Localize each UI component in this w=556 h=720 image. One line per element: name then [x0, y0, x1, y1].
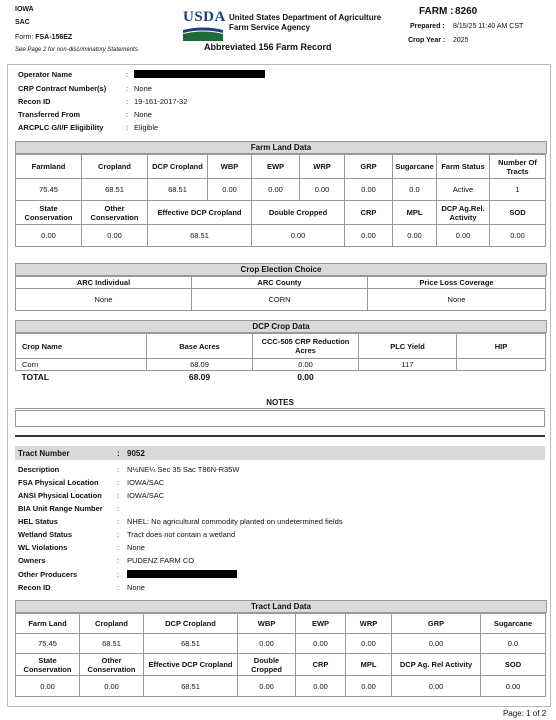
- col-header: DCP Cropland: [148, 155, 208, 179]
- total-cell: [359, 371, 457, 384]
- table-cell: None: [368, 289, 546, 311]
- total-cell: 0.00: [297, 372, 314, 383]
- table-cell: 0.00: [296, 634, 346, 654]
- ansi-location-label: ANSI Physical Location: [18, 491, 102, 500]
- col-header: State Conservation: [16, 201, 82, 225]
- recon-id-label: Recon ID: [18, 97, 51, 106]
- tract-number-label: Tract Number: [18, 449, 70, 458]
- col-header: WBP: [238, 614, 296, 634]
- col-header: EWP: [252, 155, 300, 179]
- col-header: Other Conservation: [80, 654, 144, 676]
- notes-title: NOTES: [266, 398, 294, 407]
- transferred-from-label: Transferred From: [18, 110, 81, 119]
- col-header: EWP: [296, 614, 346, 634]
- crp-contract-value: None: [134, 84, 152, 93]
- table-cell: 0.00: [252, 179, 300, 201]
- wl-violations-value: None: [127, 543, 145, 552]
- table-cell: 0.00: [392, 634, 481, 654]
- col-header: State Conservation: [16, 654, 80, 676]
- col-header: SOD: [481, 654, 546, 676]
- transferred-from-value: None: [134, 110, 152, 119]
- county-name: SAC: [15, 19, 30, 26]
- arcplc-label: ARCPLC G/I/F Eligibility: [18, 123, 104, 132]
- wetland-status-value: Tract does not contain a wetland: [127, 530, 236, 539]
- page-number: Page: 1 of 2: [503, 709, 547, 718]
- recon-id-label: Recon ID: [18, 583, 51, 592]
- col-header: Price Loss Coverage: [368, 277, 546, 289]
- tract-number-value: 9052: [127, 449, 145, 458]
- wl-violations-label: WL Violations: [18, 543, 68, 552]
- total-cell: 68.09: [188, 372, 211, 383]
- farm-land-title: Farm Land Data: [15, 141, 547, 154]
- col-header: Other Conservation: [82, 201, 148, 225]
- col-header: Effective DCP Cropland: [144, 654, 238, 676]
- tract-number-bar: [15, 446, 545, 460]
- col-header: SOD: [490, 201, 546, 225]
- prepared-label: Prepared :: [410, 23, 445, 30]
- tract-recon-id-value: None: [127, 583, 145, 592]
- arcplc-value: Eligible: [134, 123, 159, 132]
- owners-value: PUDENZ FARM CO: [127, 556, 195, 565]
- colon: :: [117, 449, 120, 458]
- col-header: MPL: [393, 201, 437, 225]
- col-header: PLC Yield: [359, 334, 457, 359]
- col-header: DCP Cropland: [144, 614, 238, 634]
- usda-logo: [183, 9, 226, 44]
- description-value: N½NE¼ Sec 35 Sac T86N-R35W: [127, 465, 240, 474]
- table-cell: 0.00: [238, 676, 296, 697]
- table-cell: 117: [359, 359, 457, 371]
- fsa-location-label: FSA Physical Location: [18, 478, 99, 487]
- colon: :: [117, 478, 120, 487]
- col-header: DCP Ag.Rel. Activity: [437, 201, 490, 225]
- table-cell: 0.00: [392, 676, 481, 697]
- table-header-row: [16, 614, 546, 634]
- table-header-row: [16, 155, 546, 179]
- colon: :: [126, 123, 129, 132]
- table-header-row: [16, 201, 546, 225]
- form-id: FSA-156EZ: [35, 34, 73, 41]
- tract-land-table: [15, 613, 546, 697]
- table-cell: 0.00: [345, 179, 393, 201]
- form-label: Form:: [15, 34, 34, 41]
- section-divider: [15, 435, 545, 437]
- table-cell: [457, 359, 546, 371]
- colon: :: [117, 491, 120, 500]
- table-cell: 0.00: [253, 359, 359, 371]
- recon-id-value: 19-161-2017-32: [134, 97, 188, 106]
- col-header: WRP: [300, 155, 345, 179]
- table-cell: Active: [437, 179, 490, 201]
- col-header: Crop Name: [16, 334, 147, 359]
- col-header: WRP: [346, 614, 392, 634]
- colon: :: [117, 583, 120, 592]
- table-row: [16, 634, 546, 654]
- dcp-crop-table: [15, 333, 546, 384]
- table-header-row: [16, 334, 546, 359]
- table-cell: 0.00: [346, 676, 392, 697]
- total-row: [16, 371, 546, 384]
- other-producers-label: Other Producers: [18, 570, 78, 579]
- col-header: Effective DCP Cropland: [148, 201, 252, 225]
- table-row: [16, 179, 546, 201]
- table-cell: None: [16, 289, 192, 311]
- col-header: DCP Ag. Rel Activity: [392, 654, 481, 676]
- redacted-operator-name: [134, 70, 265, 78]
- col-header: CRP: [345, 201, 393, 225]
- table-row: [16, 676, 546, 697]
- colon: :: [117, 556, 120, 565]
- colon: :: [117, 530, 120, 539]
- fsa-location-value: IOWA/SAC: [127, 478, 165, 487]
- wetland-status-label: Wetland Status: [18, 530, 73, 539]
- hel-status-label: HEL Status: [18, 517, 58, 526]
- colon: :: [117, 465, 120, 474]
- table-cell: 1: [490, 179, 546, 201]
- table-cell: 0.00: [481, 676, 546, 697]
- usda-logo-text: USDA: [183, 9, 226, 25]
- dept-line1: United States Department of Agriculture: [229, 13, 382, 22]
- table-cell: 68.09: [147, 359, 253, 371]
- description-label: Description: [18, 465, 60, 474]
- table-cell: 75.45: [16, 634, 80, 654]
- table-header-row: [16, 654, 546, 676]
- table-cell: 0.00: [437, 225, 490, 247]
- operator-name-label: Operator Name: [18, 70, 73, 79]
- table-cell: 0.00: [238, 634, 296, 654]
- col-header: CRP: [296, 654, 346, 676]
- table-cell: 68.51: [148, 179, 208, 201]
- statement-note: See Page 2 for non-discriminatory Statements.: [15, 47, 140, 53]
- col-header: Double Cropped: [238, 654, 296, 676]
- col-header: Farmland: [16, 155, 82, 179]
- table-cell: 75.45: [16, 179, 82, 201]
- col-header: Base Acres: [147, 334, 253, 359]
- table-cell: 0.00: [80, 676, 144, 697]
- total-label: TOTAL: [21, 372, 50, 383]
- table-cell: 0.00: [300, 179, 345, 201]
- col-header: GRP: [392, 614, 481, 634]
- table-row: [16, 225, 546, 247]
- table-cell: Corn: [16, 359, 147, 371]
- table-cell: 68.51: [144, 634, 238, 654]
- state-name: IOWA: [15, 6, 34, 13]
- col-header: Farm Land: [16, 614, 80, 634]
- colon: :: [126, 110, 129, 119]
- colon: :: [117, 543, 120, 552]
- col-header: Cropland: [80, 614, 144, 634]
- table-cell: 0.00: [16, 225, 82, 247]
- farm-number: 8260: [455, 6, 478, 17]
- prepared-value: 8/15/25 11:40 AM CST: [453, 23, 524, 30]
- table-cell: 0.00: [208, 179, 252, 201]
- table-cell: 68.51: [148, 225, 252, 247]
- table-cell: 0.00: [252, 225, 345, 247]
- table-cell: 68.51: [144, 676, 238, 697]
- record-title: Abbreviated 156 Farm Record: [204, 42, 332, 52]
- col-header: ARC County: [192, 277, 368, 289]
- table-cell: CORN: [192, 289, 368, 311]
- table-cell: 68.51: [82, 179, 148, 201]
- table-cell: 0.0: [481, 634, 546, 654]
- table-header-row: [16, 277, 546, 289]
- farm-label: FARM :: [419, 6, 454, 17]
- colon: :: [126, 97, 129, 106]
- table-cell: 0.00: [490, 225, 546, 247]
- ansi-location-value: IOWA/SAC: [127, 491, 165, 500]
- table-cell: 0.00: [346, 634, 392, 654]
- col-header: Sugarcane: [393, 155, 437, 179]
- crp-contract-label: CRP Contract Number(s): [18, 84, 107, 93]
- table-cell: 0.00: [16, 676, 80, 697]
- form-line: [15, 34, 72, 41]
- crop-year-value: 2025: [453, 37, 469, 44]
- colon: :: [126, 84, 129, 93]
- colon: :: [126, 70, 129, 79]
- col-header: WBP: [208, 155, 252, 179]
- crop-election-table: [15, 276, 546, 311]
- table-row: [16, 359, 546, 371]
- col-header: Number Of Tracts: [490, 155, 546, 179]
- notes-box: [15, 410, 545, 427]
- colon: :: [117, 504, 120, 513]
- col-header: Double Cropped: [252, 201, 345, 225]
- dept-line2: Farm Service Agency: [229, 23, 311, 32]
- total-cell: [457, 371, 546, 384]
- table-cell: 0.0: [393, 179, 437, 201]
- col-header: CCC-505 CRP Reduction Acres: [253, 334, 359, 359]
- dcp-crop-title: DCP Crop Data: [15, 320, 547, 333]
- table-cell: 68.51: [80, 634, 144, 654]
- col-header: GRP: [345, 155, 393, 179]
- col-header: MPL: [346, 654, 392, 676]
- col-header: ARC Individual: [16, 277, 192, 289]
- table-cell: 0.00: [345, 225, 393, 247]
- tract-land-title: Tract Land Data: [15, 600, 547, 613]
- crop-year-label: Crop Year :: [408, 37, 446, 44]
- crop-election-title: Crop Election Choice: [15, 263, 547, 276]
- hel-status-value: NHEL: No agricultural commodity planted on undetermined fields: [127, 517, 343, 526]
- owners-label: Owners: [18, 556, 46, 565]
- col-header: Cropland: [82, 155, 148, 179]
- table-cell: 0.00: [82, 225, 148, 247]
- redacted-other-producers: [127, 570, 237, 578]
- table-cell: 0.00: [296, 676, 346, 697]
- divider: [15, 408, 545, 409]
- col-header: Farm Status: [437, 155, 490, 179]
- bia-unit-label: BIA Unit Range Number: [18, 504, 103, 513]
- table-row: [16, 289, 546, 311]
- table-cell: 0.00: [393, 225, 437, 247]
- colon: :: [117, 570, 120, 579]
- farm-land-table: [15, 154, 546, 247]
- usda-logo-hills: [183, 25, 223, 41]
- col-header: Sugarcane: [481, 614, 546, 634]
- col-header: HIP: [457, 334, 546, 359]
- colon: :: [117, 517, 120, 526]
